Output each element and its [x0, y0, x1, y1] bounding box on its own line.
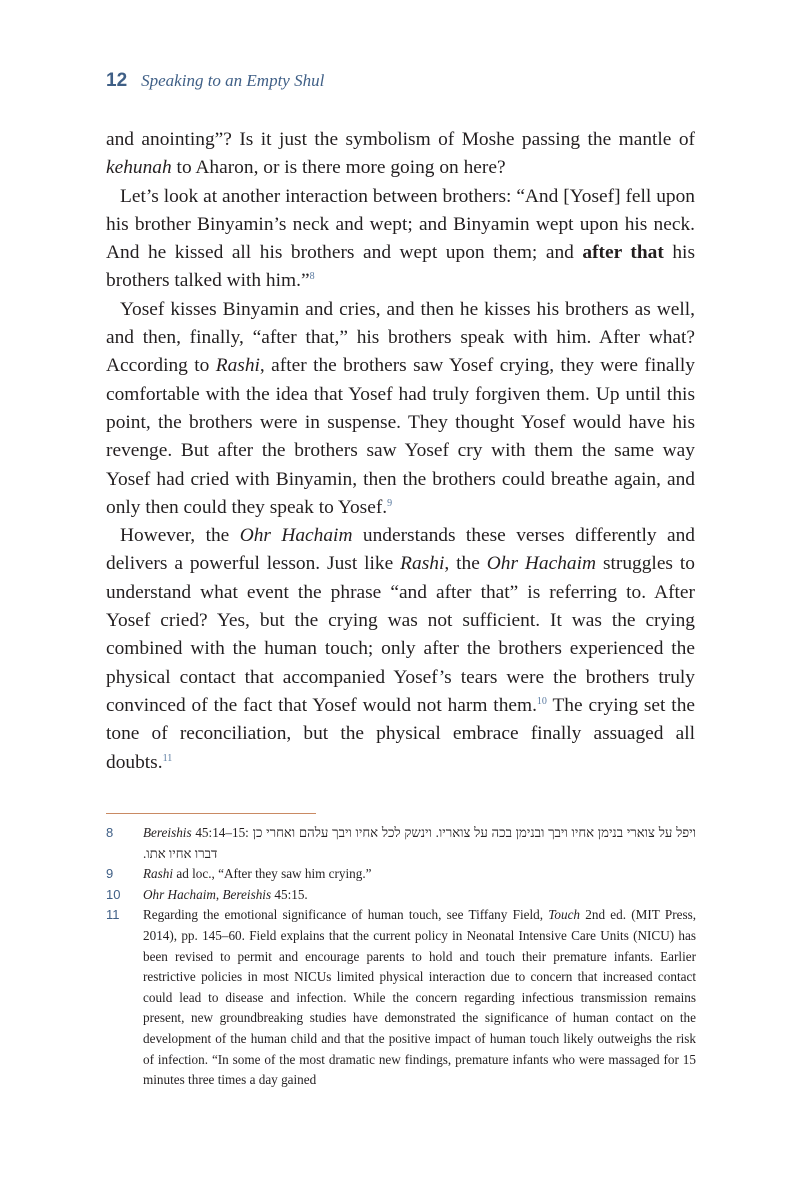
footnote-number: 8 [106, 825, 114, 840]
italic-term: Rashi [143, 866, 174, 882]
footnote-10 [106, 885, 696, 906]
text-run: Yosef kisses Binyamin and cries, and then he kisses his brothers as well, and then, finally, “after that,” his brothers speak with him. After what? According to [106, 298, 695, 377]
footnote-9 [106, 864, 696, 885]
hebrew-quote: ויפל על צוארי בנימן אחיו ויבך ובנימן בכה על צואריו. וינשק לכל אחיו ויבך עלהם ואחרי כן דברו אחיו אתו. [143, 825, 696, 861]
footnote-divider [106, 813, 316, 814]
text-run: However, the [120, 525, 240, 547]
footnote-number: 10 [106, 886, 121, 902]
footnote-11 [106, 905, 696, 1090]
italic-term: Bereishis [222, 886, 272, 902]
body-text [106, 126, 695, 777]
text-run: and anointing”? Is it just the symbolism of Moshe passing the mantle of [106, 129, 695, 150]
footnote-number: 9 [106, 866, 114, 882]
italic-term: Ohr Hachaim [239, 525, 353, 547]
text-run: his brothers talked with him.” [106, 242, 695, 292]
italic-term: Bereishis [143, 825, 192, 840]
text-run: 45:15. [271, 886, 308, 902]
paragraph-3 [106, 296, 695, 522]
footnote-ref-11[interactable]: 11 [162, 752, 173, 764]
page-number: 12 [106, 70, 128, 91]
footnote-number: 11 [106, 907, 120, 923]
text-run: , the [444, 553, 487, 575]
text-run: understands these verses differently and delivers a powerful lesson. Just like [106, 525, 695, 575]
running-header [106, 70, 324, 98]
footnote-ref-10[interactable]: 10 [536, 695, 547, 707]
text-run: Regarding the emotional significance of human touch, see Tiffany Field, [143, 907, 549, 923]
text-run: to Aharon, or is there more going on here? [171, 157, 506, 179]
text-run: ad loc., “After they saw him crying.” [173, 866, 372, 882]
paragraph-4 [106, 522, 695, 777]
footnote-ref-8[interactable]: 8 [309, 271, 315, 283]
footnote-ref-9[interactable]: 9 [387, 497, 393, 509]
text-run: Let’s look at another interaction between brothers: “And [Yosef] fell upon his brother Binyamin’s neck and wept; and Binyamin wept upon his neck. And he kissed all his brothers and wept upon them; and [106, 185, 695, 264]
text-run: 45:14–15: [191, 825, 253, 840]
paragraph-1 [106, 126, 695, 183]
footnote-text [143, 905, 696, 1090]
italic-term: Rashi [215, 355, 260, 377]
footnote-text [143, 864, 696, 885]
text-run: 2nd ed. (MIT Press, 2014), pp. 145–60. Field explains that the current policy in Neonatal Intensive Care Units (NICU) has been revised to permit and encourage parents to hold and touch their premature infants. Earlier restrictive policies in most NICUs limited physical interaction due to concern that increased contact could lead to disease and infection. While the concern regarding infectious transmission remains present, new groundbreaking studies have demonstrated the significance of human contact on the development of the human child and that the positive impact of human touch likely outweighs the risk of infection. “In some of the most dramatic new findings, premature infants who were massaged for 15 minutes three times a day gained [143, 907, 696, 1088]
text-run: , [215, 886, 223, 902]
italic-term: kehunah [106, 157, 172, 179]
text-run: struggles to understand what event the phrase “and after that” is referring to. After Yosef cried? Yes, but the crying was not sufficient. It was the crying combined with the human touch; only after the brothers experienced the physical contact that accompanied Yosef’s tears were the brothers truly convinced of the fact that Yosef would not harm them. [106, 553, 695, 716]
running-title: Speaking to an Empty Shul [141, 71, 325, 90]
footnotes [106, 823, 696, 1091]
italic-term: Rashi [400, 553, 445, 575]
footnote-text [143, 885, 696, 906]
italic-term: Ohr Hachaim [486, 553, 597, 575]
footnote-text [143, 823, 696, 864]
italic-term: Ohr Hachaim [143, 886, 216, 902]
italic-term: Touch [548, 907, 581, 923]
bold-phrase: after that [582, 242, 664, 264]
text-run: The crying set the tone of reconciliation, but the physical embrace finally assuaged all doubts. [106, 694, 695, 773]
text-run: , after the brothers saw Yosef crying, they were finally comfortable with the idea that Yosef had truly forgiven them. Up until this point, the brothers were in suspense. They thought Yosef would have his revenge. But after the brothers saw Yosef cry with them the same way Yosef had cried with Binyamin, then the brothers could breathe again, and only then could they speak to Yosef. [106, 355, 695, 518]
paragraph-2 [106, 183, 695, 296]
footnote-8 [106, 823, 696, 864]
